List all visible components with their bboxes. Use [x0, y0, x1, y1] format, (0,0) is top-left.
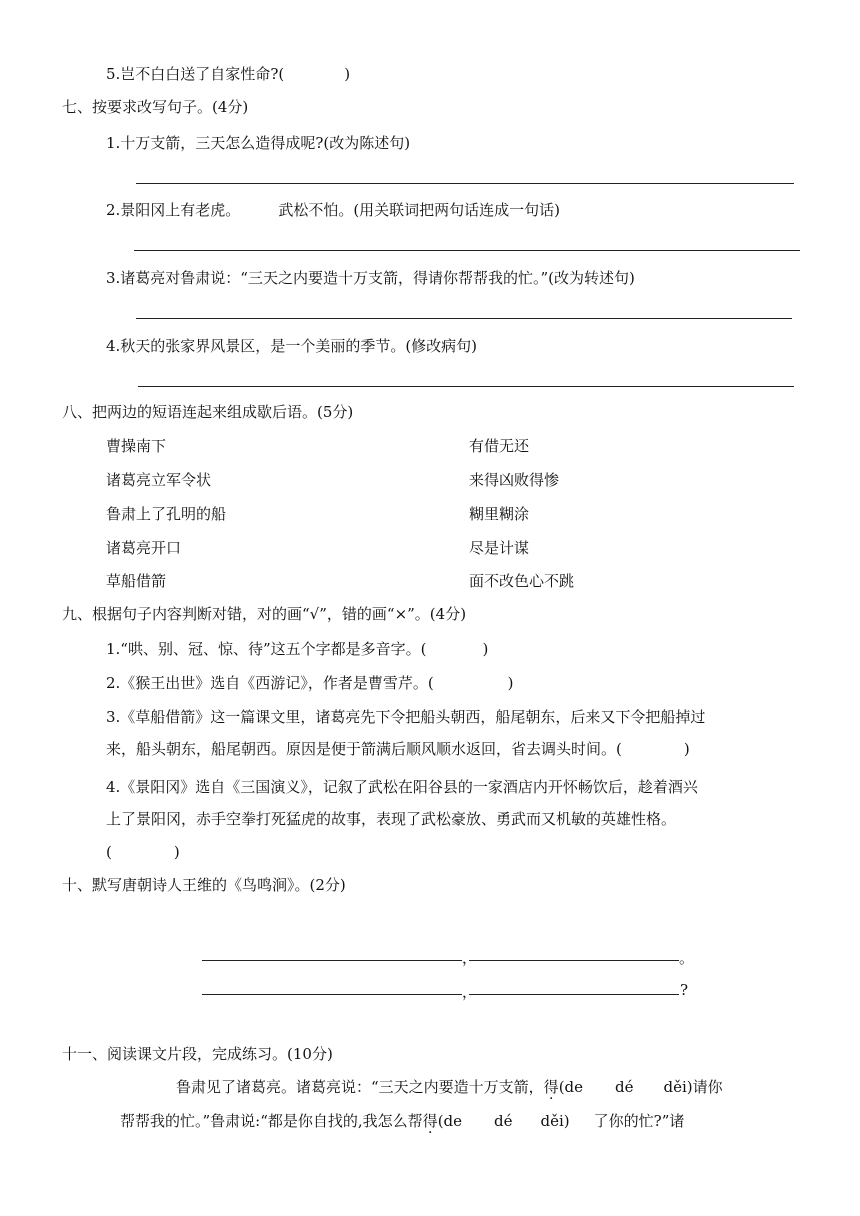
- comma: ，: [462, 949, 478, 967]
- left-phrase[interactable]: 鲁肃上了孔明的船: [106, 505, 227, 523]
- poem-line-2a[interactable]: [202, 994, 462, 995]
- answer-line-2[interactable]: [134, 250, 800, 251]
- comma: ，: [462, 983, 478, 1001]
- s9-item-3-line2: 来，船头朝东，船尾朝西。原因是便于箭满后顺风顺水返回，省去调头时间。( ): [106, 740, 690, 758]
- s9-item-4-line3: ( ): [106, 843, 180, 861]
- section-9-title: 九、根据句子内容判断对错，对的画“√”，错的画“×”。(4分): [62, 605, 467, 623]
- right-phrase[interactable]: 来得凶败得惨: [469, 471, 560, 489]
- left-phrase[interactable]: 曹操南下: [106, 437, 167, 455]
- s7-item-4: 4.秋天的张家界风景区，是一个美丽的季节。(修改病句): [106, 337, 478, 355]
- s9-item-1: 1.“哄、别、冠、惊、待”这五个字都是多音字。( ): [106, 640, 489, 658]
- question-mark: ?: [680, 981, 689, 999]
- s9-item-3-line1: 3.《草船借箭》这一篇课文里，诸葛亮先下令把船头朝西，船尾朝东，后来又下令把船掉过: [106, 708, 706, 726]
- s7-item-2: 2.景阳冈上有老虎。 武松不怕。(用关联词把两句话连成一句话): [106, 201, 561, 219]
- s9-item-4-line2: 上了景阳冈，赤手空拳打死猛虎的故事，表现了武松豪放、勇武而又机敏的英雄性格。: [106, 810, 677, 828]
- right-phrase[interactable]: 面不改色心不跳: [469, 572, 575, 590]
- answer-line-4[interactable]: [138, 386, 794, 387]
- left-phrase[interactable]: 诸葛亮立军令状: [106, 471, 212, 489]
- section-7-title: 七、按要求改写句子。(4分): [62, 98, 249, 116]
- s7-item-3: 3.诸葛亮对鲁肃说：“三天之内要造十万支箭，得请你帮帮我的忙。”(改为转述句): [106, 269, 635, 287]
- answer-line-3[interactable]: [136, 318, 792, 319]
- right-phrase[interactable]: 尽是计谋: [469, 539, 530, 557]
- s9-item-4-line1: 4.《景阳冈》选自《三国演义》，记叙了武松在阳谷县的一家酒店内开怀畅饮后，趁着酒兴: [106, 778, 698, 796]
- poem-line-2b[interactable]: [469, 994, 679, 995]
- s9-item-2: 2.《猴王出世》选自《西游记》，作者是曹雪芹。( ): [106, 674, 514, 692]
- poem-line-1b[interactable]: [469, 960, 679, 961]
- section-8-title: 八、把两边的短语连起来组成歇后语。(5分): [62, 403, 354, 421]
- answer-line-1[interactable]: [136, 183, 794, 184]
- period: 。: [679, 949, 695, 967]
- right-phrase[interactable]: 有借无还: [469, 437, 530, 455]
- passage-line-2: 帮帮我的忙。”鲁肃说:“都是你自找的,我怎么帮得(de dé děi) 了你的忙?”诸: [120, 1112, 685, 1130]
- right-phrase[interactable]: 糊里糊涂: [469, 505, 530, 523]
- s7-item-1: 1.十万支箭，三天怎么造得成呢?(改为陈述句): [106, 134, 411, 152]
- section-11-title: 十一、阅读课文片段，完成练习。(10分): [62, 1045, 333, 1063]
- left-phrase[interactable]: 诸葛亮开口: [106, 539, 182, 557]
- q6-item-5: 5.岂不白白送了自家性命?( ): [106, 65, 351, 83]
- left-phrase[interactable]: 草船借箭: [106, 572, 167, 590]
- section-10-title: 十、默写唐朝诗人王维的《鸟鸣涧》。(2分): [62, 876, 346, 894]
- poem-line-1a[interactable]: [202, 960, 462, 961]
- passage-line-1: 鲁肃见了诸葛亮。诸葛亮说：“三天之内要造十万支箭，得(de dé děi)请你: [176, 1078, 723, 1096]
